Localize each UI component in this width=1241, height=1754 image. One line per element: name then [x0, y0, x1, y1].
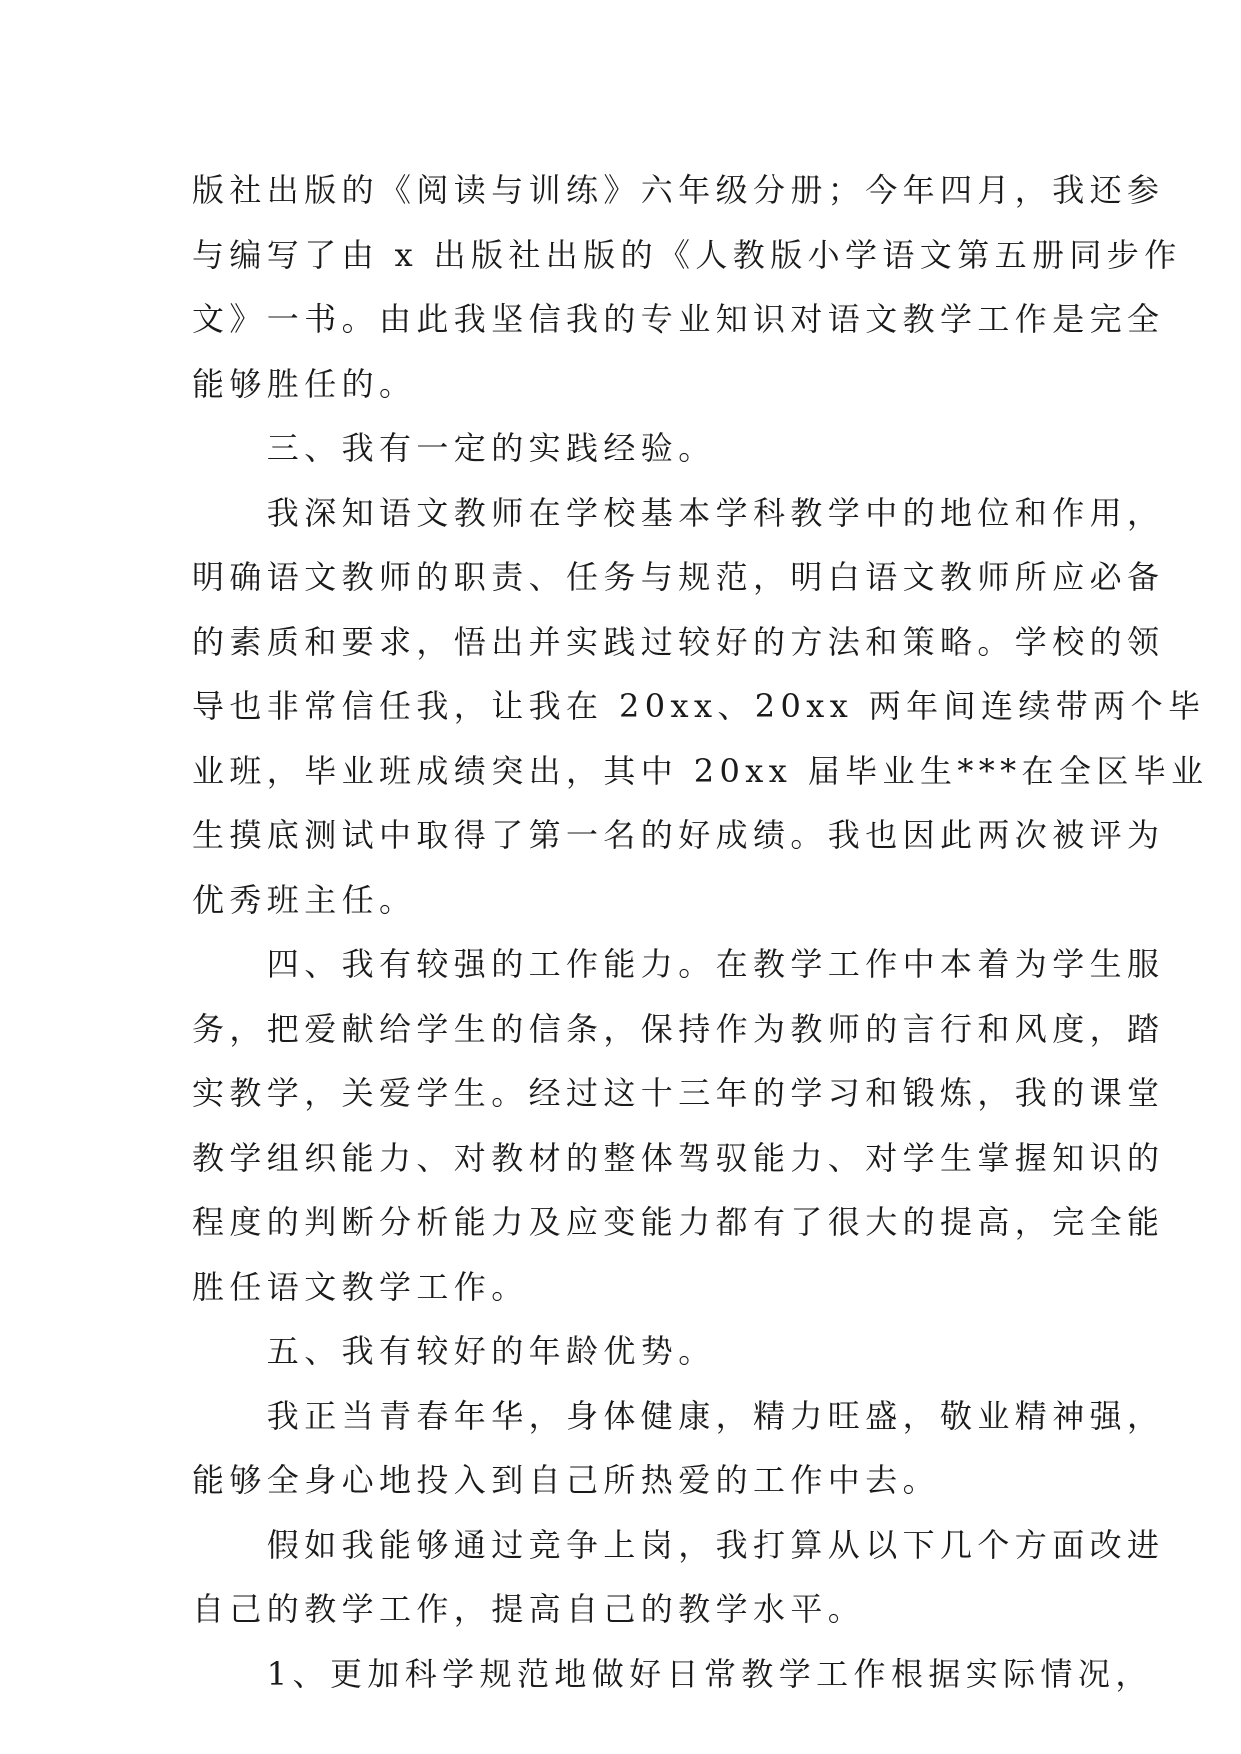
section-heading: 五、我有较好的年龄优势。 — [192, 1332, 716, 1370]
text-line: 自己的教学工作，提高自己的教学水平。 — [192, 1590, 866, 1628]
text-line: 我正当青春年华，身体健康，精力旺盛，敬业精神强， — [192, 1396, 1165, 1435]
text-line: 的素质和要求，悟出并实践过较好的方法和策略。学校的领 — [192, 622, 1165, 661]
text-line: 与编写了由 x 出版社出版的《人教版小学语文第五册同步作 — [192, 235, 1182, 274]
text-line: 优秀班主任。 — [192, 880, 417, 919]
text-line: 胜任语文教学工作。 — [192, 1267, 529, 1306]
document-body — [192, 158, 1209, 1706]
section-heading: 三、我有一定的实践经验。 — [192, 429, 716, 467]
text-line: 能够胜任的。 — [192, 364, 417, 403]
text-line: 明确语文教师的职责、任务与规范，明白语文教师所应必备 — [192, 558, 1165, 596]
text-line: 业班，毕业班成绩突出，其中 20xx 届毕业生***在全区毕业 — [192, 751, 1209, 790]
list-item: 1、更加科学规范地做好日常教学工作根据实际情况， — [192, 1654, 1153, 1693]
text-line: 实教学，关爱学生。经过这十三年的学习和锻炼，我的课堂 — [192, 1074, 1165, 1112]
text-line: 导也非常信任我，让我在 20xx、20xx 两年间连续带两个毕 — [192, 687, 1206, 725]
text-line: 务，把爱献给学生的信条，保持作为教师的言行和风度，踏 — [192, 1009, 1165, 1048]
text-line: 教学组织能力、对教材的整体驾驭能力、对学生掌握知识的 — [192, 1138, 1165, 1177]
text-line: 我深知语文教师在学校基本学科教学中的地位和作用， — [192, 493, 1165, 532]
text-line: 程度的判断分析能力及应变能力都有了很大的提高，完全能 — [192, 1203, 1165, 1241]
text-line: 假如我能够通过竞争上岗，我打算从以下几个方面改进 — [192, 1525, 1165, 1564]
text-line: 能够全身心地投入到自己所热爱的工作中去。 — [192, 1461, 941, 1499]
section-heading: 四、我有较强的工作能力。在教学工作中本着为学生服 — [192, 945, 1165, 983]
text-line: 版社出版的《阅读与训练》六年级分册；今年四月，我还参 — [192, 171, 1165, 209]
text-line: 生摸底测试中取得了第一名的好成绩。我也因此两次被评为 — [192, 816, 1165, 854]
text-line: 文》一书。由此我坚信我的专业知识对语文教学工作是完全 — [192, 300, 1165, 338]
